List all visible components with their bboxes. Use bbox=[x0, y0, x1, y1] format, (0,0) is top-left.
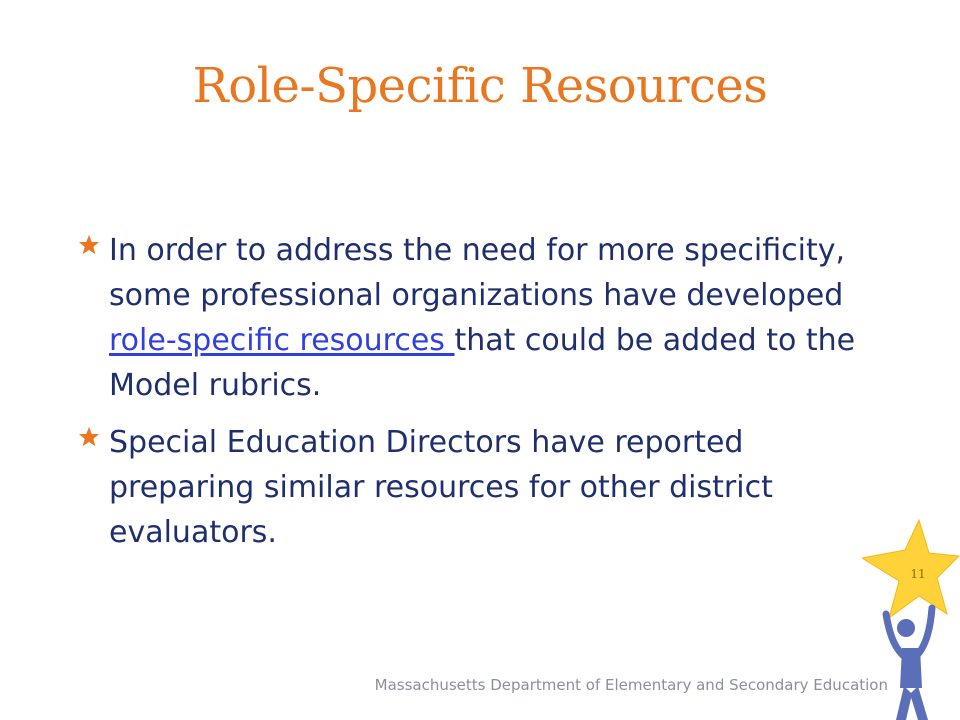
bullet-list bbox=[78, 228, 858, 567]
star-figure-logo-icon bbox=[862, 518, 960, 720]
bullet-item bbox=[78, 228, 858, 408]
footer-organization: Massachusetts Department of Elementary and Secondary Education bbox=[374, 676, 888, 694]
page-number: 11 bbox=[910, 567, 926, 581]
star-bullet-icon bbox=[78, 426, 100, 448]
star-bullet-icon bbox=[78, 234, 100, 256]
role-specific-resources-link[interactable]: role-specific resources bbox=[109, 323, 455, 358]
slide-title: Role-Specific Resources bbox=[192, 58, 768, 114]
bullet-text-before-link: In order to address the need for more specificity, some professional organizations have developed bbox=[109, 233, 846, 313]
bullet-item bbox=[78, 420, 858, 555]
bullet-text-after-link: that could be added to the Model rubrics. bbox=[109, 323, 856, 403]
bullet-text: Special Education Directors have reported preparing similar resources for other district evaluators. bbox=[109, 425, 773, 550]
